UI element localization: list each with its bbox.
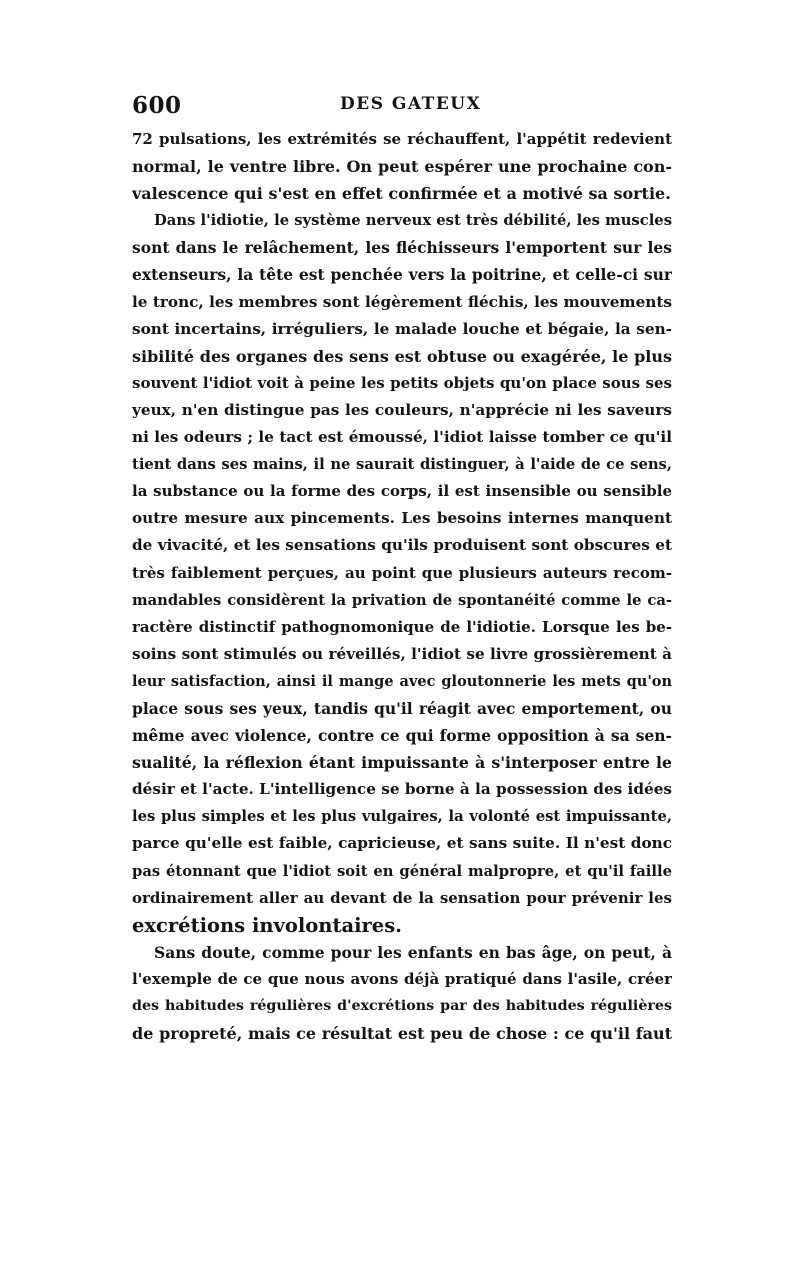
text-line: sont incertains, irréguliers, le malade louche et bégaie, la sen- bbox=[132, 319, 672, 338]
text-line: parce qu'elle est faible, capricieuse, et sans suite. Il n'est donc bbox=[132, 834, 672, 853]
text-line: souvent l'idiot voit à peine les petits objets qu'on place sous ses bbox=[132, 373, 672, 392]
text-line: les plus simples et les plus vulgaires, la volonté est impuissante, bbox=[132, 808, 672, 826]
text-line: de propreté, mais ce résultat est peu de chose : ce qu'il faut bbox=[132, 1024, 672, 1044]
text-line: même avec violence, contre ce qui forme opposition à sa sen- bbox=[132, 726, 672, 746]
text-line: yeux, n'en distingue pas les couleurs, n'apprécie ni les saveurs bbox=[132, 400, 672, 419]
page-number: 600 bbox=[132, 92, 182, 119]
text-line: mandables considèrent la privation de spontanéité comme le ca- bbox=[132, 591, 672, 609]
text-line: place sous ses yeux, tandis qu'il réagit avec emportement, ou bbox=[132, 698, 672, 718]
text-line: la substance ou la forme des corps, il est insensible ou sensible bbox=[132, 482, 672, 501]
text-line: soins sont stimulés ou réveillés, l'idiot se livre grossièrement à bbox=[132, 644, 672, 663]
text-line: ractère distinctif pathognomonique de l'idiotie. Lorsque les be- bbox=[132, 617, 672, 636]
running-title: DES GATEUX bbox=[340, 94, 482, 114]
text-line: l'exemple de ce que nous avons déjà pratiqué dans l'asile, créer bbox=[132, 969, 672, 988]
text-line: ordinairement aller au devant de la sensation pour prévenir les bbox=[132, 888, 672, 907]
text-line: sibilité des organes des sens est obtuse ou exagérée, le plus bbox=[132, 346, 672, 366]
text-line: leur satisfaction, ainsi il mange avec gloutonnerie les mets qu'on bbox=[132, 672, 672, 690]
text-line: sont dans le relâchement, les fléchisseurs l'emportent sur les bbox=[132, 238, 672, 258]
text-line: pas étonnant que l'idiot soit en général malpropre, et qu'il faille bbox=[132, 862, 672, 880]
text-line: Dans l'idiotie, le système nerveux est très débilité, les muscles bbox=[154, 212, 672, 230]
text-line: 72 pulsations, les extrémités se réchauffent, l'appétit redevient bbox=[132, 130, 672, 148]
text-line: outre mesure aux pincements. Les besoins internes manquent bbox=[132, 509, 672, 528]
text-line: de vivacité, et les sensations qu'ils produisent sont obscures et bbox=[132, 536, 672, 555]
text-line: excrétions involontaires. bbox=[132, 913, 402, 937]
text-line: extenseurs, la tête est penchée vers la poitrine, et celle-ci sur bbox=[132, 265, 672, 285]
text-line: des habitudes régulières d'excrétions par des habitudes régulières bbox=[132, 998, 672, 1014]
text-line: valescence qui s'est en effet confirmée et a motivé sa sortie. bbox=[132, 184, 671, 204]
text-line: normal, le ventre libre. On peut espérer une prochaine con- bbox=[132, 157, 672, 177]
text-line: sualité, la réflexion étant impuissante à s'interposer entre le bbox=[132, 753, 672, 773]
text-line: ni les odeurs ; le tact est émoussé, l'idiot laisse tomber ce qu'il bbox=[132, 428, 672, 447]
text-line: le tronc, les membres sont légèrement fléchis, les mouvements bbox=[132, 292, 672, 311]
text-line: désir et l'acte. L'intelligence se borne à la possession des idées bbox=[132, 780, 672, 799]
text-line: tient dans ses mains, il ne saurait distinguer, à l'aide de ce sens, bbox=[132, 456, 672, 474]
text-line: très faiblement perçues, au point que plusieurs auteurs recom- bbox=[132, 563, 672, 582]
body-text bbox=[132, 126, 672, 1047]
running-head bbox=[132, 92, 672, 120]
text-line: Sans doute, comme pour les enfants en bas âge, on peut, à bbox=[154, 942, 672, 962]
